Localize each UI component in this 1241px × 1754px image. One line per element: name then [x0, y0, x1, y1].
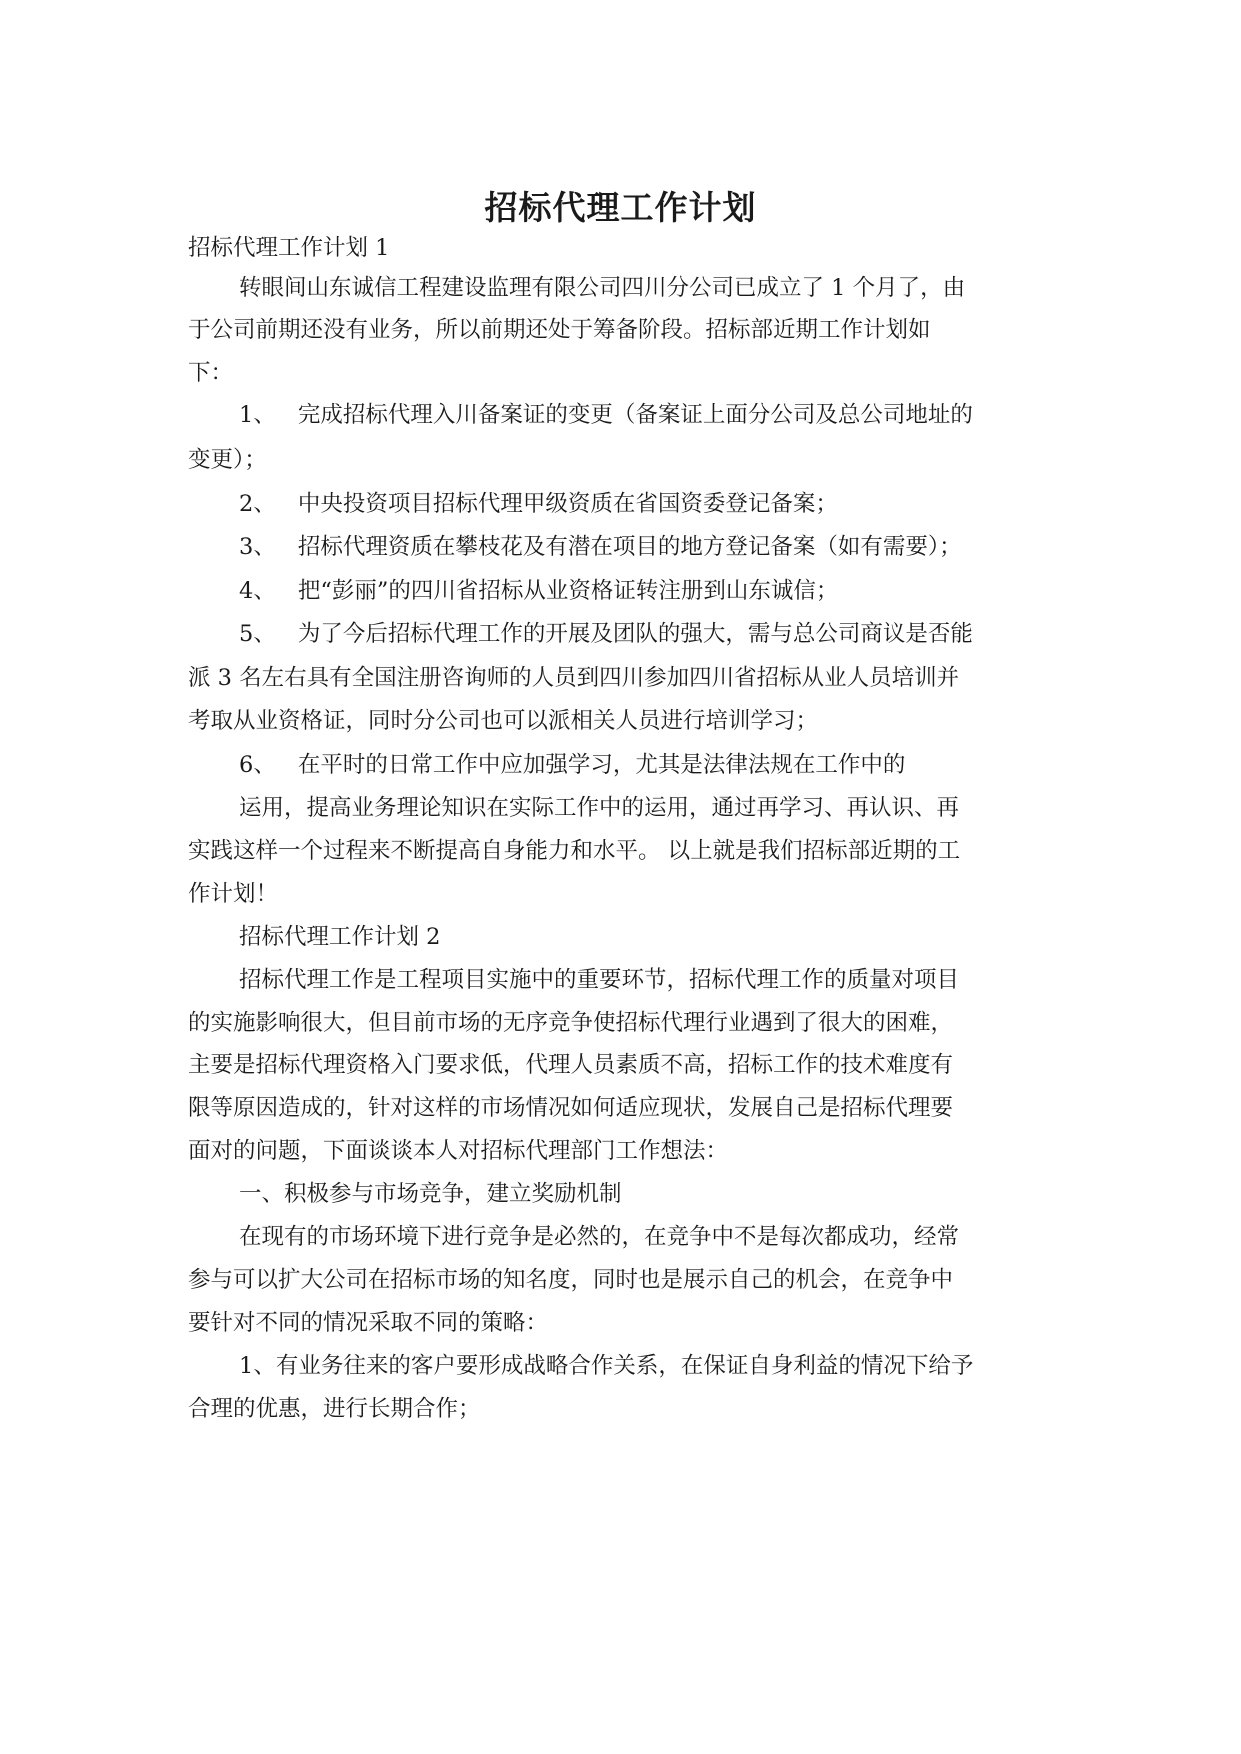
- paragraph-line: 派 3 名左右具有全国注册咨询师的人员到四川参加四川省招标从业人员培训并: [188, 665, 960, 691]
- list-marker: 6、: [239, 752, 276, 778]
- paragraph-line: 下：: [188, 360, 234, 386]
- list-item-4: [239, 576, 838, 606]
- list-marker: 5、: [239, 621, 276, 647]
- paragraph-line: 面对的问题，下面谈谈本人对招标代理部门工作想法：: [188, 1138, 729, 1164]
- paragraph-line: 招标代理工作是工程项目实施中的重要环节，招标代理工作的质量对项目: [239, 967, 960, 993]
- list-text: 中央投资项目招标代理甲级资质在省国资委登记备案；: [297, 491, 838, 517]
- paragraph-line: 于公司前期还没有业务，所以前期还处于筹备阶段。招标部近期工作计划如: [188, 317, 931, 343]
- list-item-6: [239, 750, 905, 780]
- list-text: 招标代理资质在攀枝花及有潜在项目的地方登记备案（如有需要）；: [297, 534, 962, 560]
- paragraph-line: 作计划！: [188, 881, 279, 907]
- paragraph-line: 运用，提高业务理论知识在实际工作中的运用，通过再学习、再认识、再: [239, 795, 960, 821]
- paragraph-line: 主要是招标代理资格入门要求低，代理人员素质不高，招标工作的技术难度有: [188, 1052, 954, 1078]
- paragraph-line: 参与可以扩大公司在招标市场的知名度，同时也是展示自己的机会，在竞争中: [188, 1267, 954, 1293]
- list-item-1: [239, 400, 973, 430]
- list-text: 在平时的日常工作中应加强学习，尤其是法律法规在工作中的: [297, 752, 906, 778]
- list-text: 完成招标代理入川备案证的变更（备案证上面分公司及总公司地址的: [297, 402, 973, 428]
- list-item-5: [239, 619, 973, 649]
- page-title: 招标代理工作计划: [484, 188, 757, 227]
- list-marker: 1、: [239, 402, 276, 428]
- paragraph-line: 转眼间山东诚信工程建设监理有限公司四川分公司已成立了 1 个月了，由: [239, 275, 966, 301]
- paragraph-line: 实践这样一个过程来不断提高自身能力和水平。 以上就是我们招标部近期的工: [188, 838, 961, 864]
- paragraph-line: 在现有的市场环境下进行竞争是必然的，在竞争中不是每次都成功，经常: [239, 1224, 960, 1250]
- paragraph-line: 考取从业资格证，同时分公司也可以派相关人员进行培训学习；: [188, 708, 819, 734]
- list-marker: 4、: [239, 578, 276, 604]
- list-marker: 3、: [239, 534, 276, 560]
- list-text: 为了今后招标代理工作的开展及团队的强大，需与总公司商议是否能: [297, 621, 973, 647]
- subsection-heading: 一、积极参与市场竞争，建立奖励机制: [239, 1181, 622, 1207]
- section-heading-1: 招标代理工作计划 1: [188, 235, 390, 261]
- list-marker: 2、: [239, 491, 276, 517]
- paragraph-line: 限等原因造成的，针对这样的市场情况如何适应现状，发展自己是招标代理要: [188, 1095, 954, 1121]
- paragraph-line: 变更）；: [188, 447, 267, 473]
- paragraph-line: 合理的优惠，进行长期合作；: [188, 1396, 481, 1422]
- section-heading-2: 招标代理工作计划 2: [239, 924, 441, 950]
- list-text: 把“彭丽”的四川省招标从业资格证转注册到山东诚信；: [297, 578, 839, 604]
- paragraph-line: 要针对不同的情况采取不同的策略：: [188, 1310, 549, 1336]
- paragraph-line: 的实施影响很大，但目前市场的无序竞争使招标代理行业遇到了很大的困难，: [188, 1010, 954, 1036]
- paragraph-line: 1、有业务往来的客户要形成战略合作关系，在保证自身利益的情况下给予: [239, 1353, 974, 1379]
- list-item-2: [239, 489, 838, 519]
- list-item-3: [239, 532, 962, 562]
